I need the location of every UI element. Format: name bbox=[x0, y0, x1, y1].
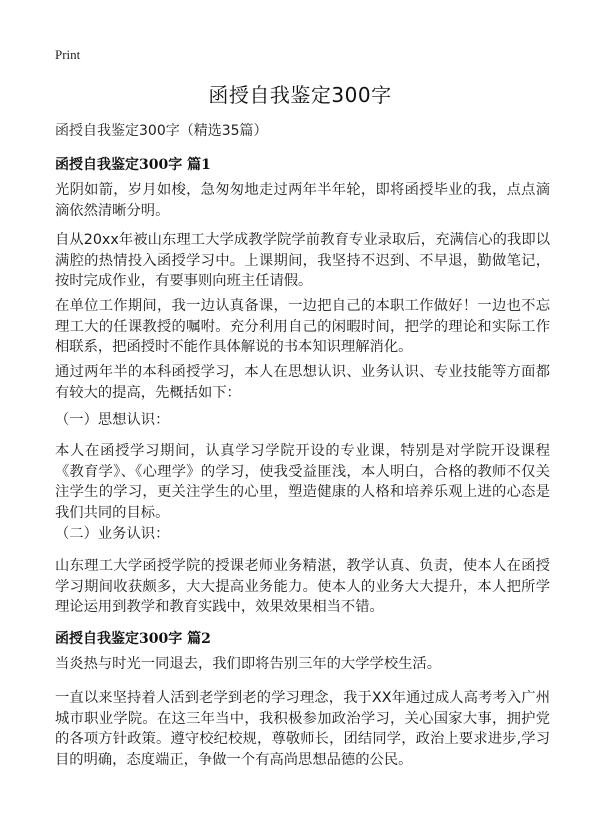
paragraph-subheading: （一）思想认识： bbox=[55, 412, 170, 428]
paragraph: 本人在函授学习期间，认真学习学院开设的专业课，特别是对学院开设课程《教育学》、《心理学》的学习，使我受益匪浅，本人明白，合格的教师不仅关注学生的学习，更关注学生的心里，塑造健康的人格和培养乐观上进的心态是我们共同的目标。 bbox=[55, 443, 550, 521]
paragraph: 光阴如箭，岁月如梭，急匆匆地走过两年半年轮，即将函授毕业的我，点点滴滴依然清晰分明。 bbox=[55, 182, 550, 219]
section-heading-2: 函授自我鉴定300字 篇2 bbox=[55, 631, 211, 647]
document-subtitle: 函授自我鉴定300字（精选35篇） bbox=[55, 123, 268, 139]
paragraph: 一直以来坚持着人活到老学到老的学习理念，我于XX年通过成人高考考入广州城市职业学院。在这三年当中，我积极参加政治学习，关心国家大事，拥护党的各项方针政策。遵守校纪校规，尊敬师长，团结同学，政治上要求进步,学习目的明确，态度端正，争做一个有高尚思想品德的公民。 bbox=[55, 690, 550, 768]
section-heading-1: 函授自我鉴定300字 篇1 bbox=[55, 157, 211, 173]
paragraph: 自从20xx年被山东理工大学成教学院学前教育专业录取后，充满信心的我即以满腔的热情投入函授学习中。上课期间，我坚持不迟到、不早退，勤做笔记，按时完成作业，有要事则向班主任请假。 bbox=[55, 232, 550, 289]
print-link[interactable]: Print bbox=[55, 47, 81, 62]
document-title: 函授自我鉴定300字 bbox=[208, 83, 392, 107]
paragraph: 通过两年半的本科函授学习，本人在思想认识、业务认识、专业技能等方面都有较大的提高，先概括如下： bbox=[55, 364, 550, 401]
paragraph: 当炎热与时光一同退去，我们即将告别三年的大学学校生活。 bbox=[55, 656, 442, 672]
paragraph-subheading: （二）业务认识： bbox=[55, 526, 170, 542]
paragraph: 山东理工大学函授学院的授课老师业务精湛，教学认真、负责，使本人在函授学习期间收获颇多，大大提高业务能力。使本人的业务大大提升，本人把所学理论运用到教学和教育实践中，效果效果相当不错。 bbox=[55, 558, 550, 615]
paragraph: 在单位工作期间，我一边认真备课，一边把自己的本职工作做好！一边也不忘理工大的任课教授的嘱咐。充分利用自己的闲暇时间，把学的理论和实际工作相联系，把函授时不能作具体解说的书本知识理解消化。 bbox=[55, 298, 550, 355]
